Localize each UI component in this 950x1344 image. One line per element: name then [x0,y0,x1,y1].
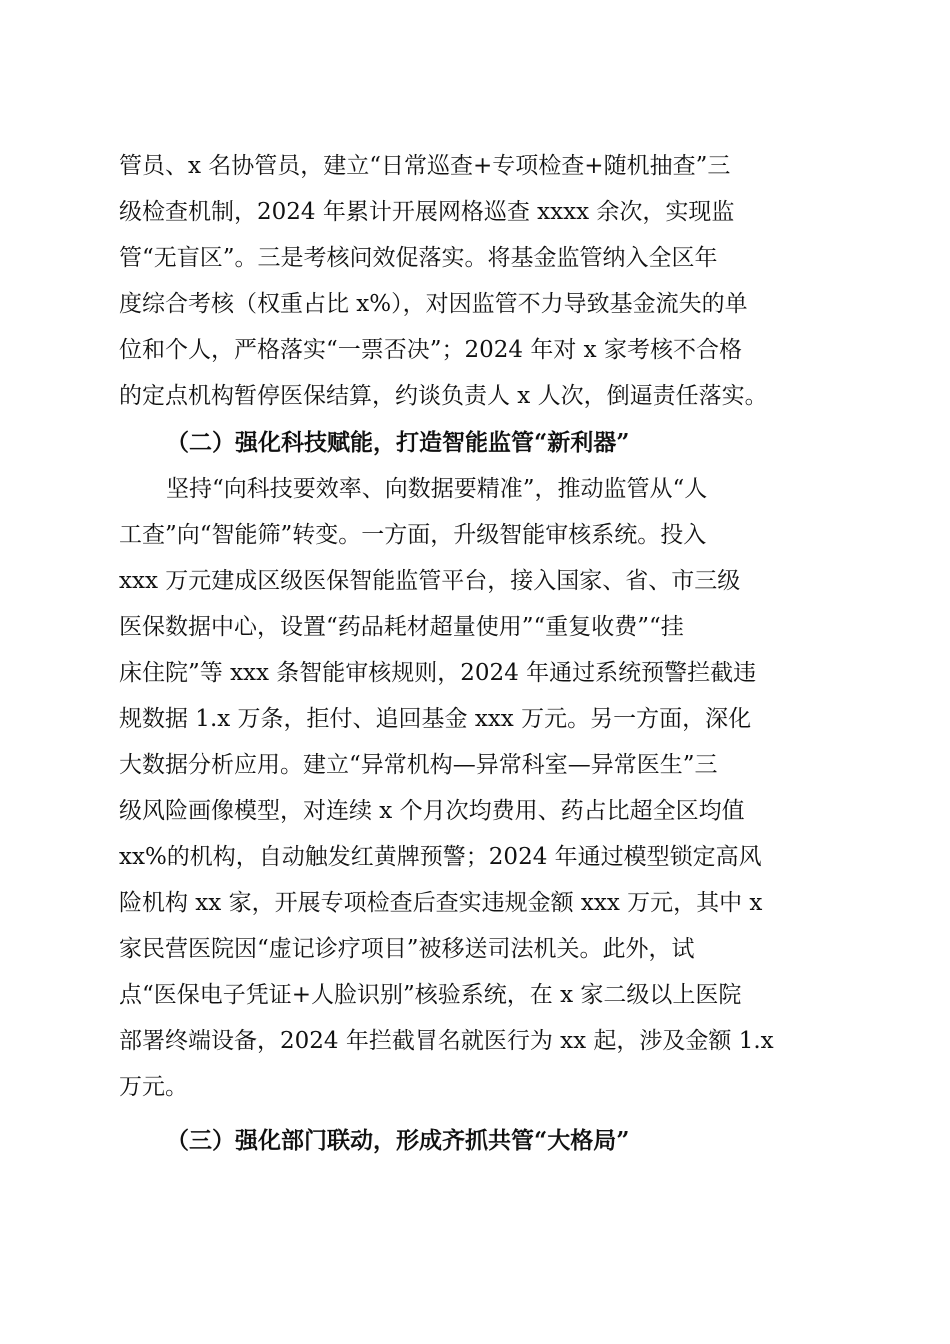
paragraph-line: 坚持“向科技要效率、向数据要精准”，推动监管从“人 [166,476,708,502]
paragraph-line: 点“医保电子凭证+人脸识别”核验系统，在 x 家二级以上医院 [119,982,742,1008]
paragraph-line: 工查”向“智能筛”转变。一方面，升级智能审核系统。投入 [119,522,707,548]
paragraph-line: 级检查机制，2024 年累计开展网格巡查 xxxx 余次，实现监 [119,199,735,225]
paragraph-line: 部署终端设备，2024 年拦截冒名就医行为 xx 起，涉及金额 1.x [119,1028,774,1054]
paragraph-line: 大数据分析应用。建立“异常机构—异常科室—异常医生”三 [119,752,718,778]
paragraph-line: 管“无盲区”。三是考核问效促落实。将基金监管纳入全区年 [119,245,718,271]
paragraph-line: 万元。 [119,1074,188,1100]
paragraph-line: 床住院”等 xxx 条智能审核规则，2024 年通过系统预警拦截违 [119,660,757,686]
paragraph-line: 险机构 xx 家，开展专项检查后查实违规金额 xxx 万元，其中 x [119,890,763,916]
paragraph-line: 级风险画像模型，对连续 x 个月次均费用、药占比超全区均值 [119,798,745,824]
paragraph-line: 管员、x 名协管员，建立“日常巡查+专项检查+随机抽查”三 [119,153,731,179]
paragraph-line: xxx 万元建成区级医保智能监管平台，接入国家、省、市三级 [119,568,741,594]
paragraph-line: xx%的机构，自动触发红黄牌预警；2024 年通过模型锁定高风 [119,844,762,870]
paragraph-line: 医保数据中心，设置“药品耗材超量使用”“重复收费”“挂 [119,614,684,640]
section-heading: （二）强化科技赋能，打造智能监管“新利器” [166,429,630,456]
paragraph-line: 位和个人，严格落实“一票否决”；2024 年对 x 家考核不合格 [119,337,742,363]
paragraph-line: 的定点机构暂停医保结算，约谈负责人 x 人次，倒逼责任落实。 [119,383,768,409]
paragraph-line: 家民营医院因“虚记诊疗项目”被移送司法机关。此外，试 [119,936,695,962]
section-heading: （三）强化部门联动，形成齐抓共管“大格局” [166,1127,630,1154]
paragraph-line: 度综合考核（权重占比 x%），对因监管不力导致基金流失的单 [119,291,748,317]
paragraph-line: 规数据 1.x 万条，拒付、追回基金 xxx 万元。另一方面，深化 [119,706,752,732]
